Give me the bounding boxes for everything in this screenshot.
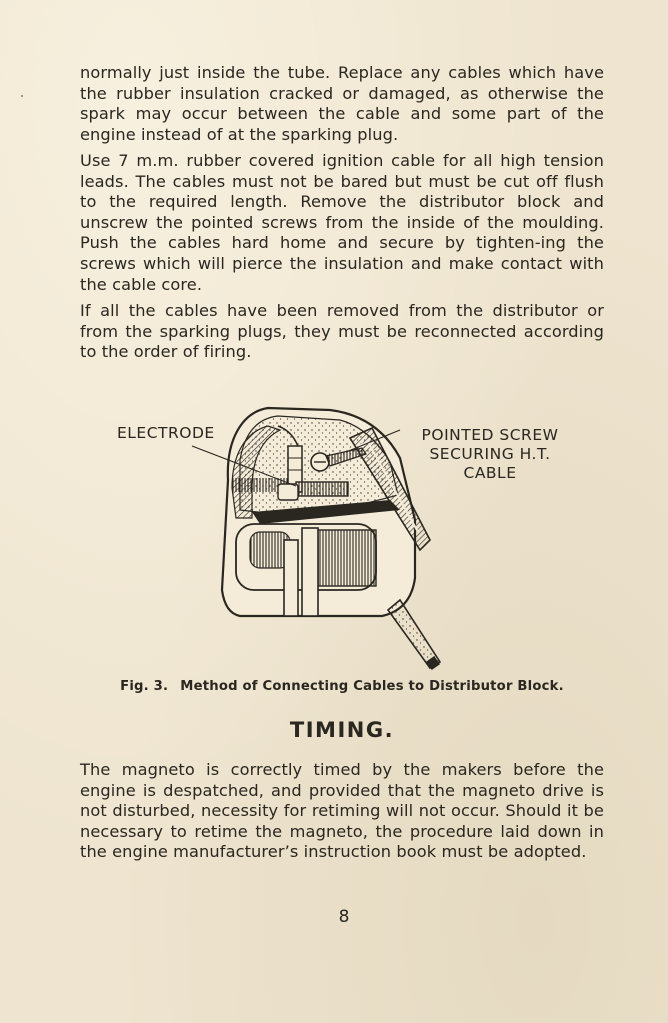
paragraph-cable-replacement: normally just inside the tube. Replace any cables which have the rubber insulation cracked or damaged, as otherwise the spark may occur between the cable and some part of the engine instead of at the sparking plug. — [80, 63, 604, 144]
lower-post-left — [284, 540, 298, 616]
section-heading-timing: TIMING. — [289, 718, 395, 742]
figure-caption — [80, 679, 604, 694]
label-pointed-screw — [405, 426, 575, 483]
paper-speck — [21, 95, 23, 97]
paragraph-firing-order: If all the cables have been removed from the distributor or from the sparking plugs, they must be reconnected according to the order of firing. — [80, 301, 604, 362]
threaded-pin — [296, 482, 348, 496]
label-screw-line-2: SECURING H.T. — [429, 445, 551, 463]
lower-coil — [318, 530, 376, 586]
label-screw-line-3: CABLE — [463, 464, 517, 482]
paragraph-timing: The magneto is correctly timed by the makers before the engine is despatched, and provided that the magneto drive is not disturbed, necessity for retiming will not occur. Should it be necessary to retime the magneto, the procedure laid down in the engine manufacturer’s instruction book must be adopted. — [80, 760, 604, 862]
label-screw-line-1: POINTED SCREW — [421, 426, 559, 444]
figure-number: Fig. 3. — [120, 679, 169, 694]
paragraph-ignition-cable: Use 7 m.m. rubber covered ignition cable for all high tension leads. The cables must not be bared but must be cut off flush to the required length. Remove the distributor block and unscrew the pointed screws from the inside of the moulding. Push the cables hard home and secure by tighten-ing the screws which will pierce the insulation and make contact with the cable core. — [80, 151, 604, 294]
figure-caption-text: Method of Connecting Cables to Distributor Block. — [180, 679, 564, 694]
label-electrode: ELECTRODE — [117, 424, 215, 442]
distributor-block-figure — [100, 400, 580, 675]
lower-post-right — [302, 528, 318, 616]
page-number: 8 — [338, 907, 350, 927]
